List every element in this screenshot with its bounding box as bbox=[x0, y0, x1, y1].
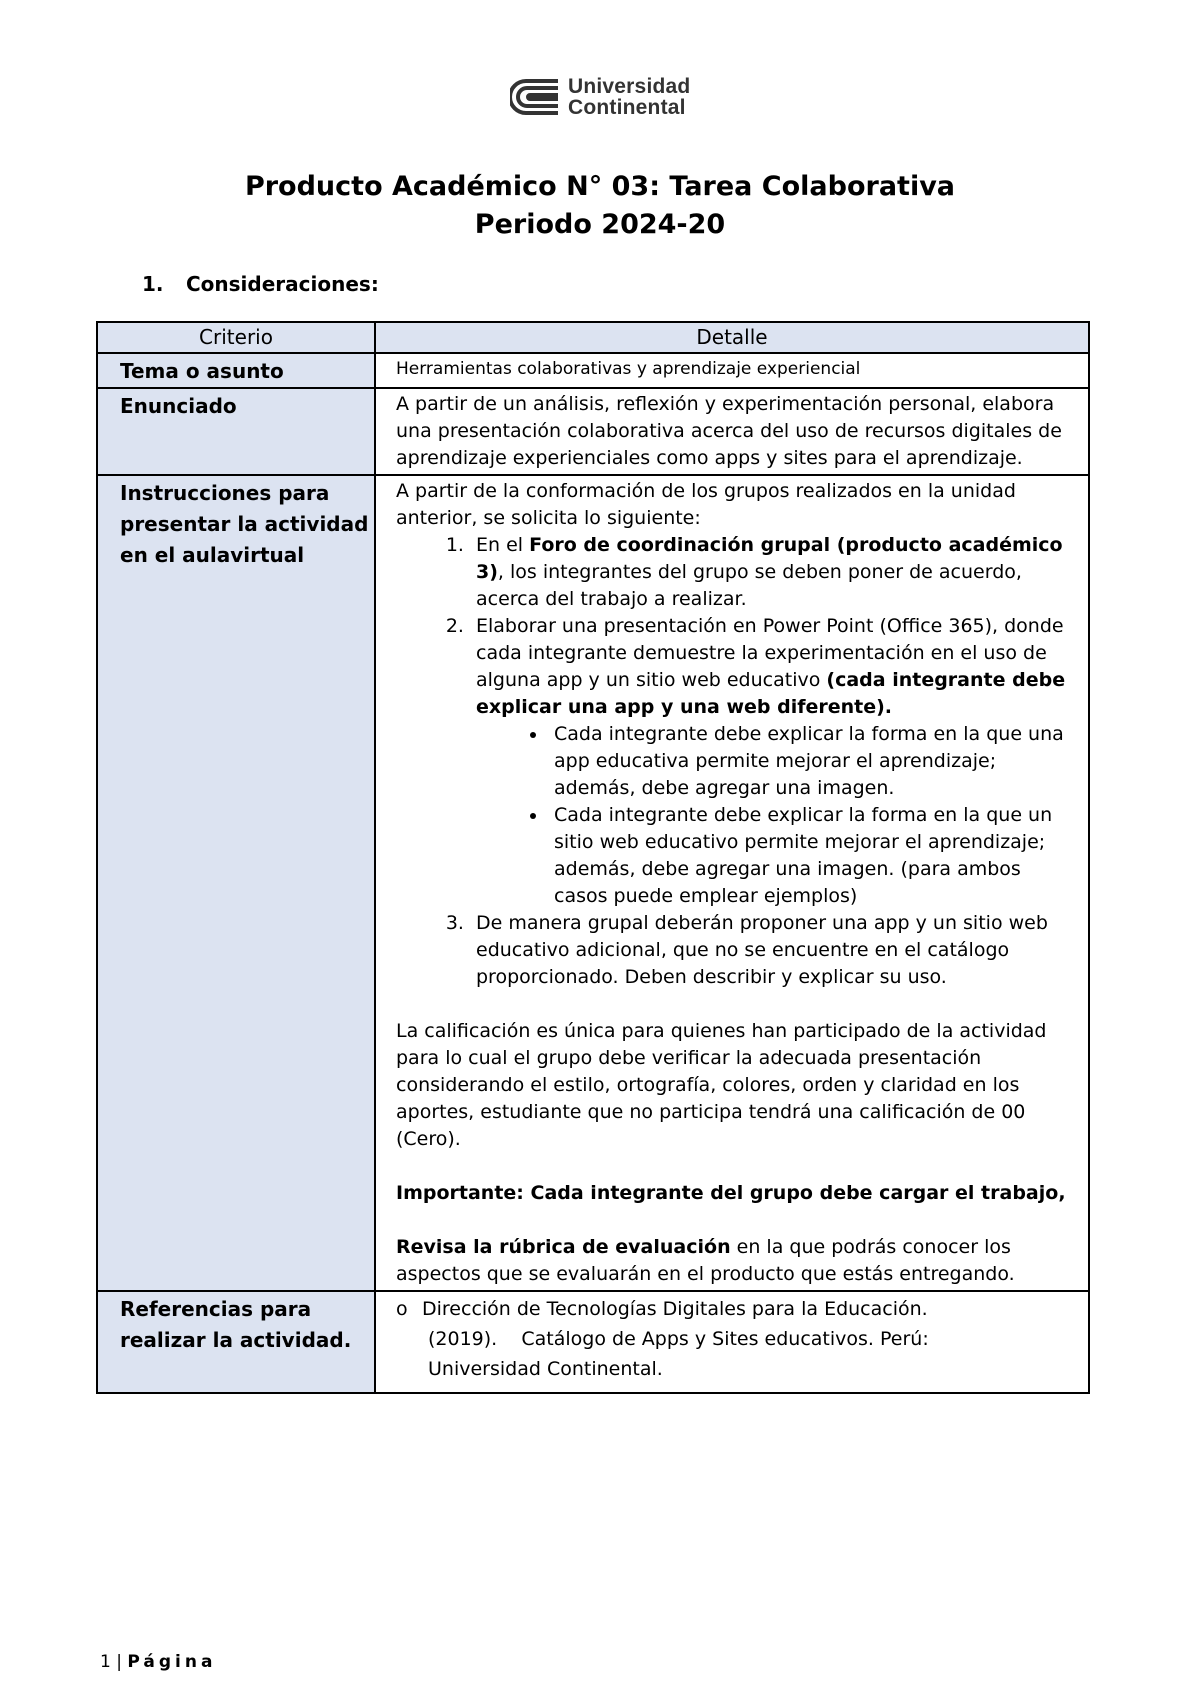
reference-line-3: Universidad Continental. bbox=[428, 1358, 663, 1380]
document-title bbox=[0, 168, 1200, 244]
title-line-1: Producto Académico N° 03: Tarea Colaborativa bbox=[244, 171, 956, 202]
row-value-tema: Herramientas colaborativas y aprendizaje experiencial bbox=[375, 353, 1089, 388]
header-detalle: Detalle bbox=[375, 322, 1089, 353]
reference-marker: o bbox=[396, 1298, 408, 1320]
row-label-instrucciones: Instrucciones para presentar la actividad en el aulavirtual bbox=[97, 475, 375, 1291]
row-label-enunciado: Enunciado bbox=[97, 388, 375, 475]
item1-post: , los integrantes del grupo se deben poner de acuerdo, acerca del trabajo a realizar. bbox=[476, 561, 1022, 610]
rubric-note bbox=[396, 1234, 1074, 1288]
page-label: Página bbox=[127, 1652, 217, 1672]
row-value-enunciado: A partir de un análisis, reflexión y experimentación personal, elabora una presentación colaborativa acerca del uso de recursos digitales de aprendizaje experienciales como apps y sites para el aprendizaje. bbox=[375, 388, 1089, 475]
table-row bbox=[97, 388, 1089, 475]
university-logo bbox=[510, 72, 690, 122]
considerations-table bbox=[96, 321, 1090, 1394]
row-label-tema: Tema o asunto bbox=[97, 353, 375, 388]
section-heading bbox=[142, 272, 379, 296]
footer-separator: | bbox=[116, 1652, 122, 1672]
table-header-row bbox=[97, 322, 1089, 353]
instructions-intro: A partir de la conformación de los grupos realizados en la unidad anterior, se solicita lo siguiente: bbox=[396, 480, 1016, 529]
rubric-rest: en la que podrás conocer los aspectos que se evaluarán en el producto que estás entregando. bbox=[396, 1236, 1015, 1285]
section-label: Consideraciones: bbox=[186, 272, 379, 296]
bullet-item: • Cada integrante debe explicar la forma en la que una app educativa permite mejorar el aprendizaje; además, debe agregar una imagen. bbox=[548, 721, 1074, 802]
row-value-referencias bbox=[375, 1291, 1089, 1393]
list-item bbox=[470, 613, 1074, 910]
page-footer bbox=[100, 1652, 216, 1672]
page-number: 1 bbox=[100, 1652, 111, 1672]
logo-line-2: Continental bbox=[568, 96, 686, 119]
item1-pre: En el bbox=[476, 534, 530, 556]
list-item: 3. De manera grupal deberán proponer una app y un sitio web educativo adicional, que no se encuentre en el catálogo proporcionado. Deben describir y explicar su uso. bbox=[470, 910, 1074, 991]
bullet-item: • Cada integrante debe explicar la forma en la que un sitio web educativo permite mejorar el aprendizaje; además, debe agregar una imagen. (para ambos casos puede emplear ejemplos) bbox=[548, 802, 1074, 910]
logo-mark-icon bbox=[510, 77, 560, 117]
reference-line-1: Dirección de Tecnologías Digitales para la Educación. bbox=[422, 1298, 928, 1320]
list-item bbox=[470, 532, 1074, 613]
bullet-list bbox=[476, 721, 1074, 910]
row-value-instrucciones bbox=[375, 475, 1089, 1291]
table-row bbox=[97, 1291, 1089, 1393]
grading-note: La calificación es única para quienes han participado de la actividad para lo cual el grupo debe verificar la adecuada presentación considerando el estilo, ortografía, colores, orden y claridad en los aportes, estudiante que no participa tendrá una calificación de 00 (Cero). bbox=[396, 1020, 1047, 1150]
rubric-bold: Revisa la rúbrica de evaluación bbox=[396, 1236, 731, 1258]
header-criterio: Criterio bbox=[97, 322, 375, 353]
item2-pre: Elaborar una presentación en Power Point (Office 365), donde cada integrante demuestre la experimentación en el uso de alguna app y un sitio web educativo bbox=[476, 615, 1064, 691]
important-note: Importante: Cada integrante del grupo debe cargar el trabajo, bbox=[396, 1182, 1066, 1204]
item2-bold: (cada integrante debe explicar una app y una web diferente). bbox=[476, 669, 1066, 718]
table-row bbox=[97, 475, 1089, 1291]
item1-bold: Foro de coordinación grupal (producto académico 3) bbox=[476, 534, 1063, 583]
reference-line-2: (2019). Catálogo de Apps y Sites educativos. Perú: bbox=[428, 1328, 929, 1350]
table-row bbox=[97, 353, 1089, 388]
row-label-referencias: Referencias para realizar la actividad. bbox=[97, 1291, 375, 1393]
title-line-2: Periodo 2024-20 bbox=[474, 209, 726, 240]
instructions-list bbox=[396, 532, 1074, 991]
section-number: 1. bbox=[142, 272, 164, 296]
logo-line-1: Universidad bbox=[568, 75, 691, 98]
